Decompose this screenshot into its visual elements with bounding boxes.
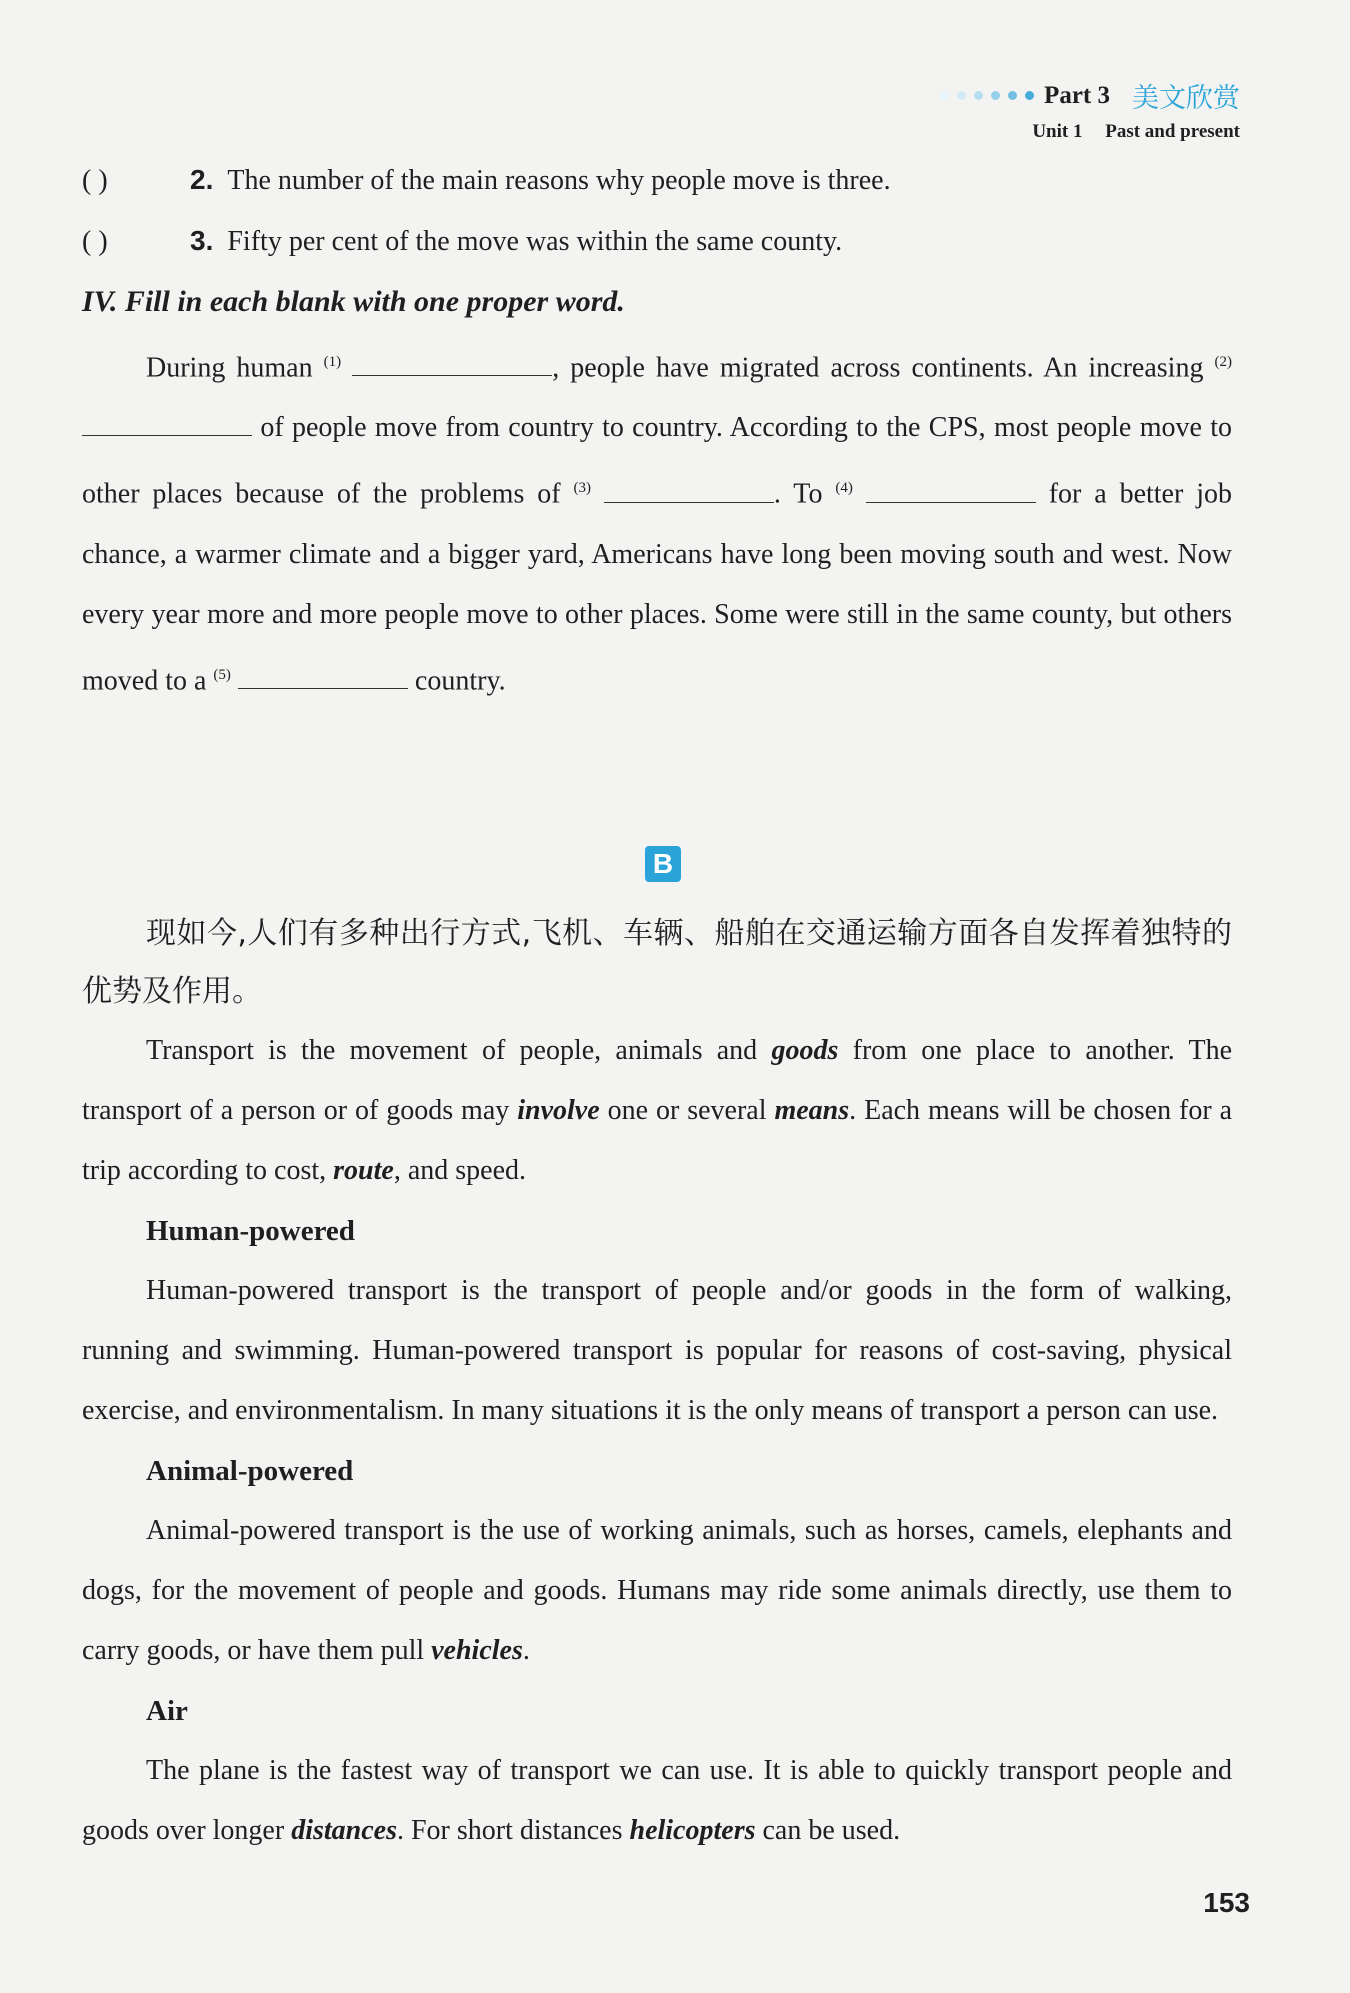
- item-number: 2.: [190, 164, 214, 195]
- blank-number: (5): [213, 666, 231, 683]
- vocab-distances: distances: [291, 1815, 397, 1846]
- blank-3[interactable]: [604, 474, 774, 503]
- decorative-dot: [1008, 91, 1017, 100]
- blank-5[interactable]: [238, 660, 408, 689]
- blank-number: (3): [573, 480, 591, 497]
- blank-1[interactable]: [352, 347, 552, 376]
- item-text: The number of the main reasons why people move is three.: [227, 165, 891, 196]
- vocab-goods: goods: [771, 1035, 839, 1066]
- human-powered-text: Human-powered transport is the transport of people and/or goods in the form of walking, running and swimming. Human-powered transport is popular for reasons of cost-saving, physical exercise, and environmentalism. In many situations it is the only means of transport a person can use.: [82, 1275, 1232, 1426]
- decorative-dot: [991, 91, 1000, 100]
- true-false-items: [82, 150, 1232, 711]
- section-b-badge: B: [645, 846, 681, 882]
- subheading-air: Air: [146, 1695, 188, 1727]
- animal-powered-text: Animal-powered transport is the use of working animals, such as horses, camels, elephants and dogs, for the movement of people and goods. Humans may ride some animals directly, use them to carry goods, or have them pull vehicles.: [82, 1515, 1232, 1666]
- answer-parentheses: ( ): [82, 226, 108, 257]
- transport-intro: Transport is the movement of people, animals and goods from one place to another. The transport of a person or of goods may involve one or several means. Each means will be chosen for a trip according to cost, route, and speed.: [82, 1035, 1233, 1186]
- tf-item: [82, 211, 1232, 272]
- blank-2[interactable]: [82, 407, 252, 436]
- decorative-dots: [940, 91, 1034, 100]
- unit-line: [940, 121, 1240, 143]
- answer-parentheses: ( ): [82, 165, 108, 196]
- chinese-intro: 现如今,人们有多种出行方式,飞机、车辆、船舶在交通运输方面各自发挥着独特的优势及作用。: [82, 916, 1232, 1009]
- subheading-animal-powered: Animal-powered: [146, 1455, 354, 1487]
- tf-item: [82, 150, 1232, 211]
- unit-label: Unit 1: [1032, 121, 1083, 142]
- part-label: Part 3: [1044, 81, 1110, 109]
- vocab-involve: involve: [517, 1095, 600, 1126]
- decorative-dot: [974, 91, 983, 100]
- page-number: 153: [1203, 1887, 1250, 1918]
- blank-4[interactable]: [866, 474, 1036, 503]
- unit-title: Past and present: [1105, 121, 1240, 142]
- decorative-dot: [1025, 91, 1034, 100]
- vocab-vehicles: vehicles: [431, 1635, 523, 1666]
- decorative-dot: [940, 91, 949, 100]
- item-text: Fifty per cent of the move was within the same county.: [227, 226, 843, 257]
- section-title: IV. Fill in each blank with one proper word.: [82, 285, 625, 318]
- blank-number: (4): [835, 480, 853, 497]
- fill-in-paragraph: During human $^{(1)}$ , people have migrated across continents. An increasing $^{(2)}$ of people move from country to country. According to the CPS, most people move to other places because of the problems of $^{(3)}$ . To $^{(4)}$ for a better job chance, a warmer climate and a bigger yard, Americans have long been moving south and west. Now every year more and more people move to other places. Some were still in the same county, but others moved to a $^{(5)}$ country.: [82, 332, 1232, 711]
- vocab-route: route: [333, 1155, 394, 1186]
- page-header: [940, 76, 1240, 143]
- item-number: 3.: [190, 225, 214, 256]
- vocab-means: means: [774, 1095, 850, 1126]
- blank-number: (2): [1214, 354, 1233, 370]
- air-text: The plane is the fastest way of transport we can use. It is able to quickly transport people and goods over longer distances. For short distances helicopters can be used.: [82, 1755, 1232, 1846]
- decorative-dot: [957, 91, 966, 100]
- subheading-human-powered: Human-powered: [146, 1215, 355, 1247]
- part-title-cn: 美文欣赏: [1132, 83, 1240, 114]
- section-b: [82, 905, 1232, 1861]
- blank-number: (1): [323, 354, 342, 370]
- vocab-helicopters: helicopters: [629, 1815, 756, 1846]
